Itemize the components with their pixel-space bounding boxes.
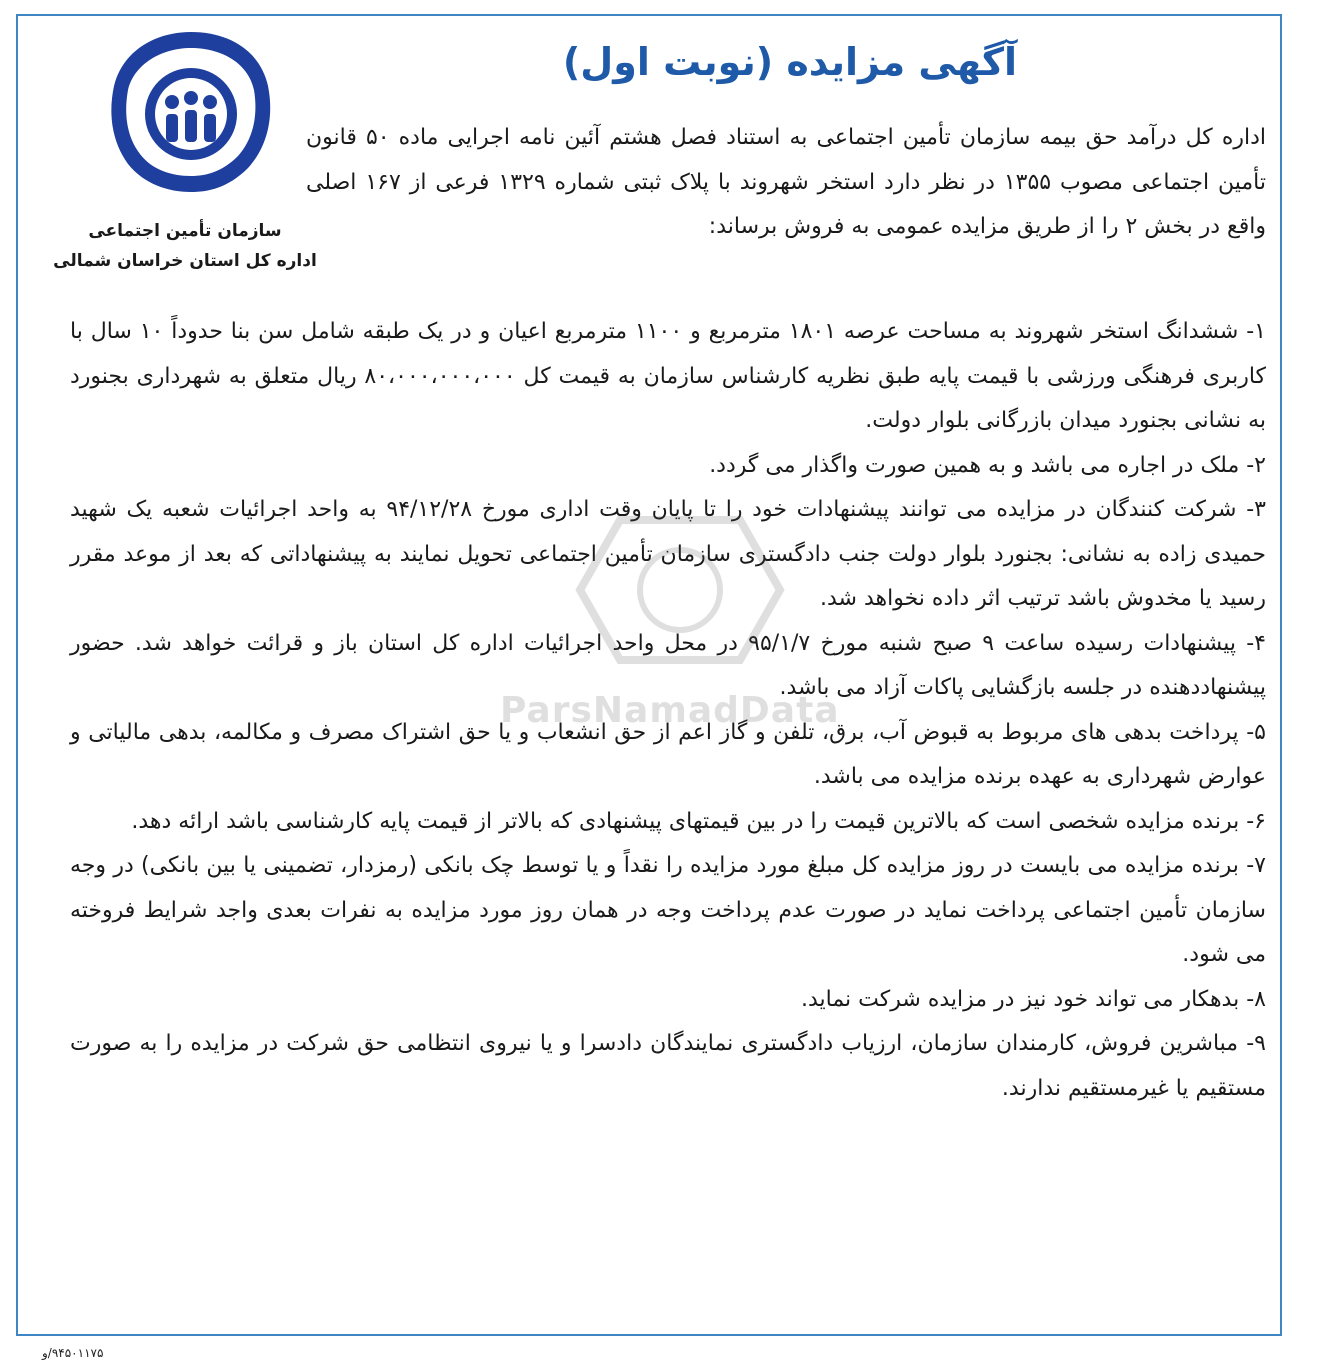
notice-item-8: ۸- بدهکار می تواند خود نیز در مزایده شرکت نماید. xyxy=(800,986,1266,1012)
footer-code: ۹۴۵۰۱۱۷۵/و xyxy=(42,1346,104,1360)
social-security-logo-icon xyxy=(108,26,274,196)
organization-name xyxy=(52,216,318,276)
notice-item-9: ۹- مباشرین فروش، کارمندان سازمان، ارزیاب دادگستری نمایندگان دادسرا و یا نیروی انتظامی حق شرکت در مزایده را به صورت مستقیم یا غیرمستقیم ندارند. xyxy=(70,1031,1266,1101)
organization-name-line1: سازمان تأمین اجتماعی xyxy=(88,221,282,241)
notice-item-4: ۴- پیشنهادات رسیده ساعت ۹ صبح شنبه مورخ ۹۵/۱/۷ در محل واحد اجرائیات اداره کل استان باز و قرائت خواهد شد. حضور پیشنهاددهنده در جلسه بازگشایی پاکات آزاد می باشد. xyxy=(70,630,1266,700)
notice-items xyxy=(70,310,1266,1111)
notice-item-2: ۲- ملک در اجاره می باشد و به همین صورت واگذار می گردد. xyxy=(709,452,1266,478)
watermark-brand: ParsNamadData xyxy=(500,690,840,731)
notice-item-3: ۳- شرکت کنندگان در مزایده می توانند پیشنهادات خود را تا پایان وقت اداری مورخ ۹۴/۱۲/۲۸ به واحد اجرائیات شعبه یک شهید حمیدی زاده به نشانی: بجنورد بلوار دولت جنب دادگستری سازمان تأمین اجتماعی تحویل نمایند به پیشنهاداتی که بعد از موعد مقرر رسید یا مخدوش باشد ترتیب اثر داده نخواهد شد. xyxy=(70,497,1266,611)
notice-item-1: ۱- ششدانگ استخر شهروند به مساحت عرصه ۱۸۰۱ مترمربع و ۱۱۰۰ مترمربع اعیان و در یک طبقه شامل سن بنا حدوداً ۱۰ سال با کاربری فرهنگی ورزشی با قیمت پایه طبق نظریه کارشناس سازمان به قیمت کل ۸۰،۰۰۰،۰۰۰،۰۰۰ ریال متعلق به شهرداری بجنورد به نشانی بجنورد میدان بازرگانی بلوار دولت. xyxy=(70,319,1266,433)
notice-item-6: ۶- برنده مزایده شخصی است که بالاترین قیمت را در بین قیمتهای پیشنهادی که بالاتر از قیمت پایه کارشناسی باشد ارائه دهد. xyxy=(131,808,1266,834)
notice-item-5: ۵- پرداخت بدهی های مربوط به قبوض آب، برق، تلفن و گاز اعم از حق انشعاب و یا حق اشتراک مصرف و مکالمه، بدهی مالیاتی و عوارض شهرداری به عهده برنده مزایده می باشد. xyxy=(70,719,1266,789)
notice-intro: اداره کل درآمد حق بیمه سازمان تأمین اجتماعی به استناد فصل هشتم آئین نامه اجرایی ماده ۵۰ قانون تأمین اجتماعی مصوب ۱۳۵۵ در نظر دارد استخر شهروند با پلاک ثبتی شماره ۱۳۲۹ فرعی از ۱۶۷ اصلی واقع در بخش ۲ را از طریق مزایده عمومی به فروش برساند: xyxy=(306,125,1267,239)
organization-name-line2: اداره کل استان خراسان شمالی xyxy=(53,251,317,271)
notice-title: آگهی مزایده (نوبت اول) xyxy=(562,40,1018,84)
notice-item-7: ۷- برنده مزایده می بایست در روز مزایده کل مبلغ مورد مزایده را نقداً و یا توسط چک بانکی (رمزدار، تضمینی یا بین بانکی) در وجه سازمان تأمین اجتماعی پرداخت نماید در صورت عدم پرداخت وجه در همان روز مورد مزایده به نفرات بعدی واجد شرایط فروخته می شود. xyxy=(70,853,1266,967)
